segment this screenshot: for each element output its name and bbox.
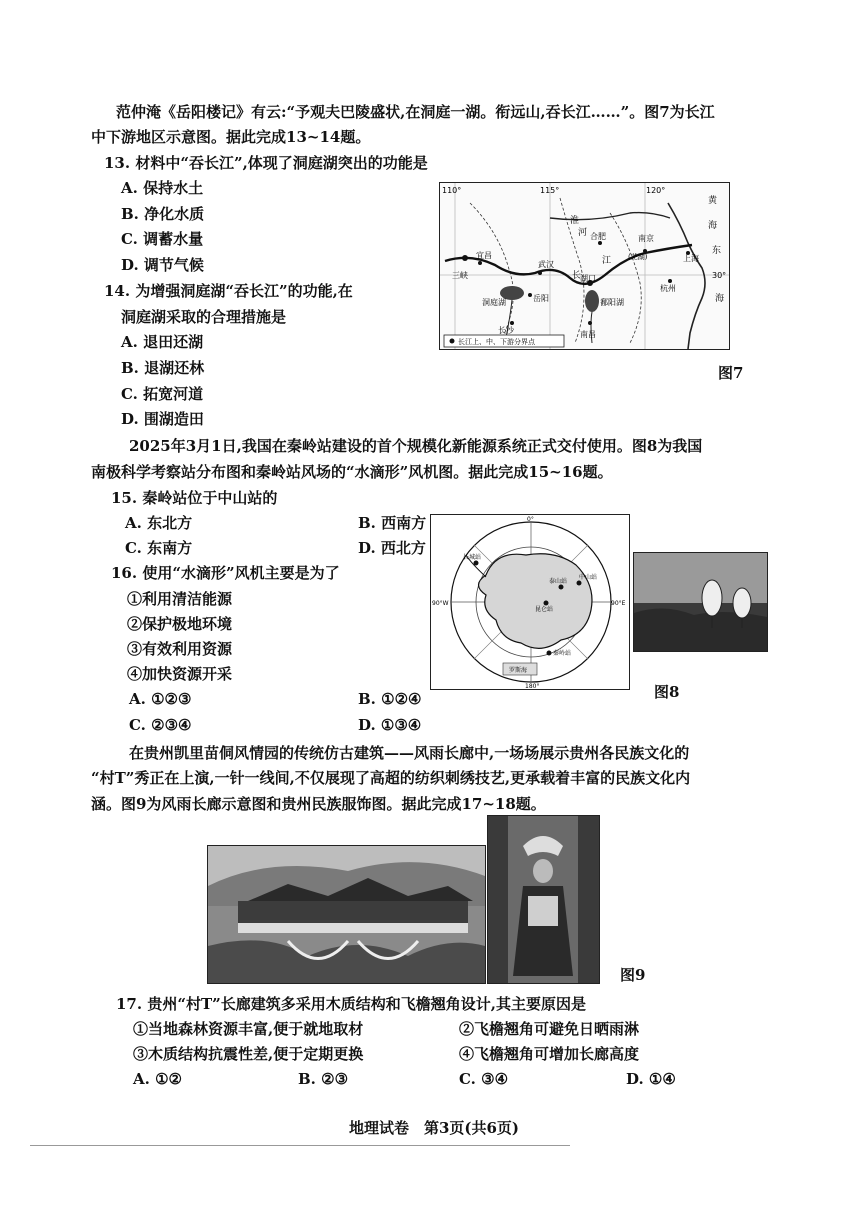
q17-item-1: ①当地森林资源丰富,便于就地取材 [133, 1020, 364, 1038]
place-he: 河 [578, 228, 588, 238]
station-qinling: 秦岭站 [553, 650, 572, 657]
q16-stem: 16. 使用“水滴形”风机主要是为了 [111, 564, 340, 582]
figure-7-label: 图7 [718, 364, 744, 382]
page-footer: 地理试卷 第3页(共6页) [348, 1119, 520, 1137]
q15-option-a[interactable]: A. 东北方 [125, 514, 193, 532]
antarctica-outline [479, 554, 593, 649]
place-hai-2: 海 [715, 294, 725, 304]
q16-option-b[interactable]: B. ①②④ [358, 690, 422, 708]
q17-option-a[interactable]: A. ①② [133, 1070, 182, 1088]
place-dongting: 洞庭湖 [482, 298, 506, 307]
figure-8-wind-turbine-photo [633, 552, 768, 652]
q16-item-1: ①利用清洁能源 [127, 590, 233, 608]
place-wuhan: 武汉 [538, 260, 554, 269]
place-huai: 淮 [570, 216, 580, 226]
q17-item-3: ③木质结构抗震性差,便于定期更换 [133, 1045, 364, 1063]
q14-stem-line2: 洞庭湖采取的合理措施是 [121, 308, 287, 326]
q16-item-4: ④加快资源开采 [127, 665, 233, 683]
q15-option-b[interactable]: B. 西南方 [358, 514, 427, 532]
figure-9-corridor-photo [207, 845, 486, 984]
figure-8-antarctic-map [430, 514, 630, 690]
q15-stem: 15. 秦岭站位于中山站的 [111, 489, 278, 507]
lon-90e: 90°E [611, 600, 626, 607]
place-hukou: 湖口 [580, 274, 596, 283]
intro3-line1: 在贵州凯里苗侗风情园的传统仿古建筑——风雨长廊中,一场场展示贵州各民族文化的 [129, 744, 690, 762]
place-yueyang: 岳阳 [533, 294, 549, 303]
figure-8-label: 图8 [654, 683, 680, 701]
turbine-1 [702, 580, 722, 616]
place-sanxia: 三峡 [452, 271, 468, 280]
q13-option-b[interactable]: B. 净化水质 [121, 205, 205, 223]
legend-boundary-points: 长江上、中、下游分界点 [458, 338, 535, 346]
lon-label-115: 115° [540, 186, 560, 195]
place-nanchang: 南昌 [580, 330, 596, 339]
station-kunlun: 昆仑站 [535, 606, 554, 613]
q15-option-d[interactable]: D. 西北方 [358, 539, 426, 557]
q16-item-3: ③有效利用资源 [127, 640, 233, 658]
place-dong: 东 [712, 246, 722, 256]
intro1-line1: 范仲淹《岳阳楼记》有云:“予观夫巴陵盛状,在洞庭一湖。衔远山,吞长江……”。图7为长江 [116, 103, 715, 121]
intro3-line2: “村T”秀正在上演,一针一线间,不仅展现了高超的纺织刺绣技艺,更承载着丰富的民族文化内 [91, 769, 691, 787]
q17-option-b[interactable]: B. ②③ [298, 1070, 349, 1088]
place-wuhu: (芜湖) [628, 253, 648, 261]
q17-option-c[interactable]: C. ③④ [459, 1070, 509, 1088]
q14-option-c[interactable]: C. 拓宽河道 [121, 385, 204, 403]
intro2-line2: 南极科学考察站分布图和秦岭站风场的“水滴形”风机图。据此完成15~16题。 [91, 463, 613, 481]
q17-item-4: ④飞檐翘角可增加长廊高度 [459, 1045, 640, 1063]
q16-option-d[interactable]: D. ①③④ [358, 716, 422, 734]
q16-option-a[interactable]: A. ①②③ [129, 690, 192, 708]
ross-sea: 罗斯海 [509, 667, 528, 674]
figure-9-costume-photo [487, 815, 600, 984]
place-hefei: 合肥 [590, 232, 606, 241]
lon-0: 0° [527, 516, 534, 523]
q14-option-a[interactable]: A. 退田还湖 [121, 333, 204, 351]
place-hai-1: 海 [708, 221, 718, 231]
coastline [668, 203, 705, 349]
q13-option-d[interactable]: D. 调节气候 [121, 256, 204, 274]
station-taishan: 泰山站 [549, 578, 568, 585]
figure-7-map [439, 182, 730, 350]
q13-stem: 13. 材料中“吞长江”,体现了洞庭湖突出的功能是 [104, 154, 428, 172]
place-nanjing: 南京 [638, 234, 654, 243]
q17-stem: 17. 贵州“村T”长廊建筑多采用木质结构和飞檐翘角设计,其主要原因是 [116, 995, 586, 1013]
place-yichang: 宜昌 [476, 251, 492, 260]
q16-item-2: ②保护极地环境 [127, 615, 233, 633]
lon-label-120: 120° [646, 186, 666, 195]
place-hangzhou: 杭州 [660, 284, 676, 293]
intro2-line1: 2025年3月1日,我国在秦岭站建设的首个规模化新能源系统正式交付使用。图8为我国 [129, 437, 703, 455]
lat-label-30: 30° [712, 271, 727, 280]
intro1-line2: 中下游地区示意图。据此完成13~14题。 [91, 128, 371, 146]
q17-option-d[interactable]: D. ①④ [626, 1070, 676, 1088]
place-chang: 长 [572, 271, 582, 281]
q16-option-c[interactable]: C. ②③④ [129, 716, 192, 734]
q13-option-c[interactable]: C. 调蓄水量 [121, 230, 204, 248]
station-zhongshan: 中山站 [579, 574, 598, 581]
footer-rule [30, 1145, 570, 1146]
q15-option-c[interactable]: C. 东南方 [125, 539, 193, 557]
place-huang: 黄 [708, 196, 718, 206]
q13-option-a[interactable]: A. 保持水土 [121, 179, 204, 197]
station-changcheng: 长城站 [463, 554, 482, 561]
poyang-lake [585, 290, 599, 312]
intro3-line3: 涵。图9为风雨长廊示意图和贵州民族服饰图。据此完成17~18题。 [91, 795, 546, 813]
q17-item-2: ②飞檐翘角可避免日晒雨淋 [459, 1020, 640, 1038]
place-poyang: 鄱阳湖 [600, 298, 624, 307]
turbine-2 [733, 588, 751, 618]
q14-option-d[interactable]: D. 围湖造田 [121, 410, 204, 428]
q14-option-b[interactable]: B. 退湖还林 [121, 359, 205, 377]
corridor-roof [238, 901, 468, 923]
figure-9-label: 图9 [620, 966, 646, 984]
lon-90w: 90°W [432, 600, 449, 607]
place-shanghai: 上海 [683, 254, 699, 263]
lon-180: 180° [525, 683, 540, 689]
lon-label-110: 110° [442, 186, 462, 195]
place-changsha: 长沙 [498, 326, 514, 335]
q14-stem-line1: 14. 为增强洞庭湖“吞长江”的功能,在 [104, 282, 353, 300]
place-jiang: 江 [602, 256, 612, 266]
